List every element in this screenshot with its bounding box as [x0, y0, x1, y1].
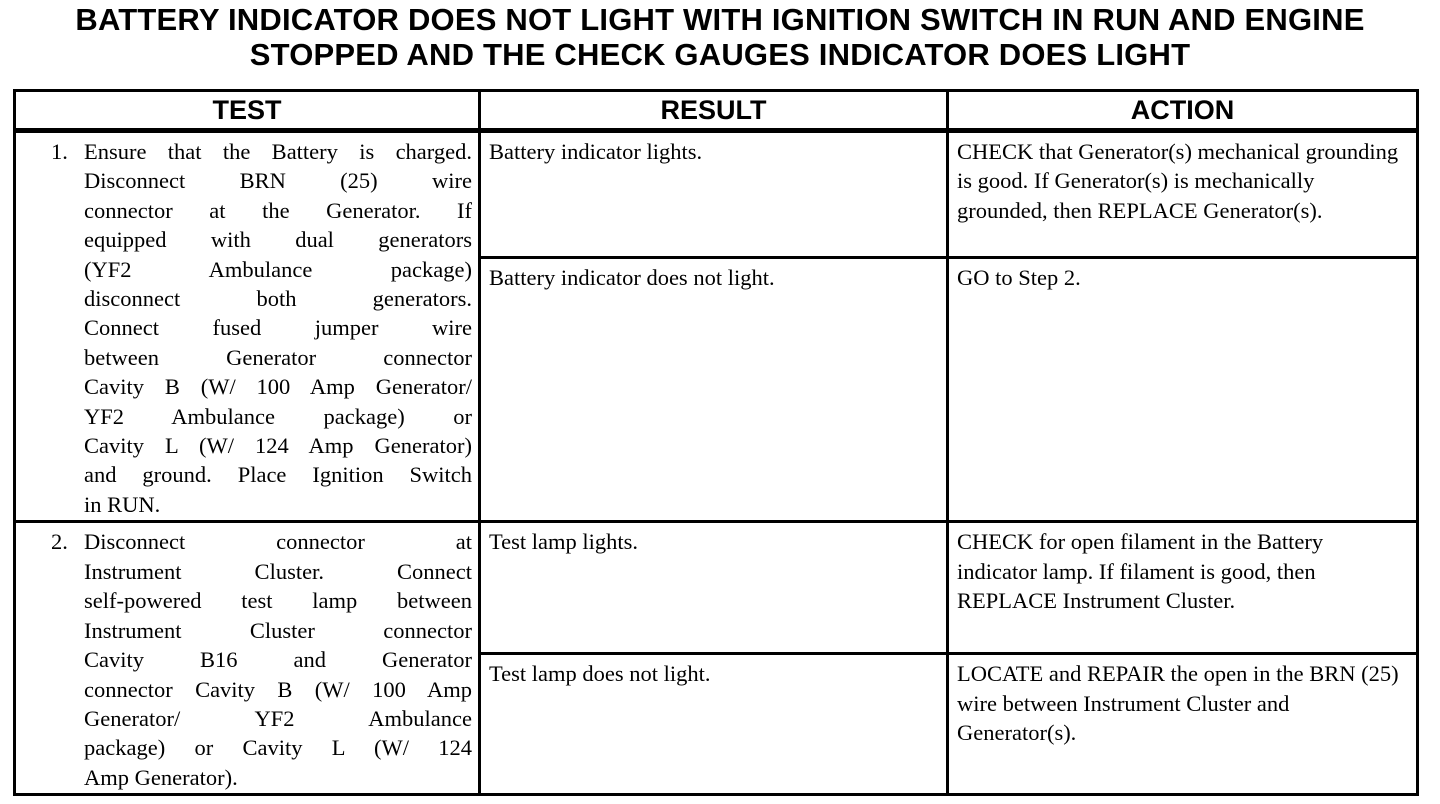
action-cell: CHECK for open filament in the Battery indicator lamp. If filament is good, then REPLACE Instrument Cluster. [948, 522, 1418, 654]
test-text [84, 137, 472, 519]
test-line: disconnect both generators. [84, 286, 472, 312]
header-result: RESULT [480, 91, 948, 131]
test-line: (YF2 Ambulance package) [84, 256, 472, 282]
test-line: Disconnect connector at [84, 529, 472, 555]
test-line: between Generator connector [84, 344, 472, 370]
table-row [15, 131, 1418, 258]
test-line: Instrument Cluster. Connect [84, 558, 472, 584]
test-line: Ensure that the Battery is charged. [84, 139, 472, 164]
action-cell: LOCATE and REPAIR the open in the BRN (25) wire between Instrument Cluster and Generator(s). [948, 654, 1418, 795]
page-title [0, 2, 1440, 72]
test-cell-step-2 [15, 522, 480, 795]
test-line: Cavity B16 and Generator [84, 647, 472, 673]
test-line: Instrument Cluster connector [84, 617, 472, 643]
table-row [15, 522, 1418, 654]
test-line: Amp Generator). [84, 764, 238, 790]
test-line: connector Cavity B (W/ 100 Amp [84, 676, 472, 702]
result-cell: Battery indicator does not light. [480, 258, 948, 522]
title-line-1: BATTERY INDICATOR DOES NOT LIGHT WITH IGNITION SWITCH IN RUN AND ENGINE [75, 2, 1365, 37]
header-action: ACTION [948, 91, 1418, 131]
test-cell-step-1 [15, 131, 480, 522]
diagnostic-table [13, 89, 1419, 796]
test-line: Cavity B (W/ 100 Amp Generator/ [84, 374, 472, 400]
step-number: 1. [51, 139, 68, 164]
result-cell: Test lamp lights. [480, 522, 948, 654]
test-line: package) or Cavity L (W/ 124 [84, 735, 472, 761]
test-line: Connect fused jumper wire [84, 315, 472, 341]
test-line: Disconnect BRN (25) wire [84, 168, 472, 194]
title-line-2: STOPPED AND THE CHECK GAUGES INDICATOR DOES LIGHT [249, 37, 1191, 72]
test-line: in RUN. [84, 491, 161, 517]
result-cell: Battery indicator lights. [480, 131, 948, 258]
header-test: TEST [15, 91, 480, 131]
test-line: YF2 Ambulance package) or [84, 403, 472, 429]
step-number: 2. [51, 529, 68, 555]
action-cell: CHECK that Generator(s) mechanical grounding is good. If Generator(s) is mechanically grounded, then REPLACE Generator(s). [948, 131, 1418, 258]
action-cell: GO to Step 2. [948, 258, 1418, 522]
test-line: equipped with dual generators [84, 227, 472, 253]
result-cell: Test lamp does not light. [480, 654, 948, 795]
test-text [84, 527, 472, 792]
test-line: self-powered test lamp between [84, 588, 472, 614]
test-line: and ground. Place Ignition Switch [84, 462, 472, 488]
test-line: connector at the Generator. If [84, 197, 472, 223]
test-line: Generator/ YF2 Ambulance [84, 705, 472, 731]
test-line: Cavity L (W/ 124 Amp Generator) [84, 433, 472, 459]
header-row [15, 91, 1418, 131]
